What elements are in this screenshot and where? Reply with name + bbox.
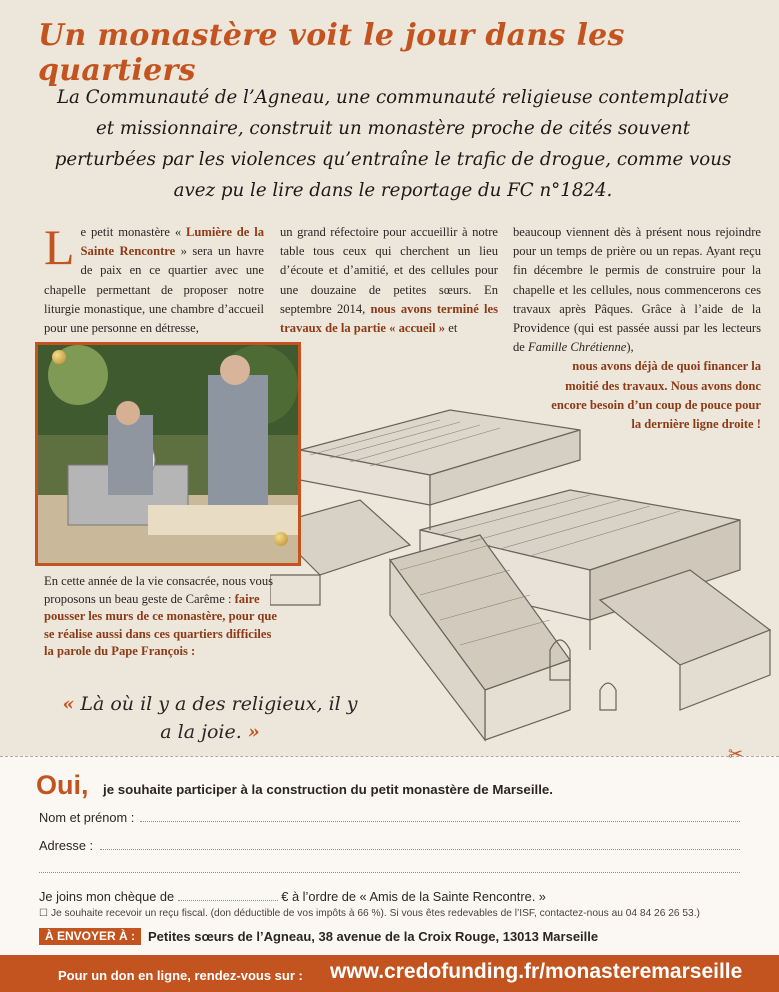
nuns-photo (35, 342, 301, 566)
address-field[interactable] (100, 848, 740, 850)
fiscal-receipt-checkbox[interactable]: ☐ Je souhaite recevoir un reçu fiscal. (don déductible de vos impôts à 66 %). Si vous êtes redevables de l’ISF, contactez-nous au 04 84 26 26 53.) (39, 908, 700, 919)
address-label: Adresse : (39, 838, 94, 853)
col2-highlight: nous avons terminé les travaux de la partie « accueil » (280, 301, 498, 336)
col1b-text: En cette année de la vie consacrée, nous vous proposons un beau geste de Carême : (44, 574, 274, 606)
col1-highlight: Lumière de la Sainte Rencontre (80, 225, 264, 259)
col2-text-b: et (445, 321, 458, 336)
scissors-icon: ✂ (728, 744, 744, 765)
col1b-highlight: faire pousser les murs de ce monastère, pour que se réalise aussi dans ces quartiers difficiles la parole du Pape François : (44, 591, 277, 659)
article-column-1-continued (44, 573, 279, 661)
footer-bar (0, 955, 779, 992)
article-title: Un monastère voit le jour dans les quartiers (38, 18, 625, 88)
photo-image (38, 345, 298, 563)
send-to-label: À ENVOYER À : (39, 928, 141, 945)
cheque-order: € à l’ordre de « Amis de la Sainte Rencontre. » (281, 889, 546, 904)
quote-text: Là où il y a des religieux, il y a la joie. (80, 693, 358, 743)
drop-cap: L (44, 219, 75, 275)
magazine-name: Famille Chrétienne (528, 340, 627, 355)
form-heading: je souhaite participer à la construction du petit monastère de Marseille. (103, 782, 553, 797)
pin-icon (274, 532, 288, 546)
col1-text-a: e petit monastère « (80, 225, 186, 239)
footer-label: Pour un don en ligne, rendez-vous sur : (58, 968, 303, 983)
article-intro: La Communauté de l’Agneau, une communauté religieuse contemplative et missionnaire, construit un monastère proche de cités souvent perturbées par les violences qu’entraîne le trafic de drogue, comme vous avez pu le lire dans le reportage du FC n°1824. (54, 87, 732, 201)
cheque-line (39, 889, 546, 904)
donation-url[interactable]: www.credofunding.fr/monasteremarseille (330, 960, 743, 983)
article-column-2 (280, 223, 498, 338)
address-field-line-2[interactable] (39, 871, 740, 873)
name-field[interactable] (140, 820, 740, 822)
article-column-1 (44, 219, 264, 338)
name-label: Nom et prénom : (39, 810, 135, 825)
quote-close: » (247, 721, 260, 743)
col3-text: beaucoup viennent dès à présent nous rejoindre pour un temps de prière ou un repas. Ayant reçu fin décembre le permis de construire pour la chapelle et les cellules, nous commencerons ces travaux après Pâques. Grâce à l’aide de la Providence (qui est passée aussi par les lecteurs de (513, 225, 761, 355)
send-to-address: Petites sœurs de l’Agneau, 38 avenue de la Croix Rouge, 13013 Marseille (148, 929, 599, 944)
pope-quote (60, 690, 360, 746)
col3-text-b: ), (626, 340, 634, 355)
col2-text: un grand réfectoire pour accueillir à notre table tous ceux qui cherchent un lieu d’écoute et d’amitié, et des cellules pour une douzaine de petites sœurs. En septembre 2014, (280, 225, 498, 316)
cheque-amount-field[interactable] (178, 900, 278, 901)
col1-text-b: » sera un havre de paix en ce quartier avec une chapelle permettant de proposer notre liturgie monastique, une chambre d’accueil pour une personne en détresse, (44, 244, 264, 336)
col3-highlight: nous avons déjà de quoi financer la moitié des travaux. Nous avons donc encore besoin d’un coup de pouce pour la dernière ligne droite ! (551, 359, 761, 432)
pin-icon (52, 350, 66, 364)
form-oui: Oui, (36, 770, 89, 800)
cheque-label: Je joins mon chèque de (39, 889, 175, 904)
quote-open: « (62, 693, 75, 715)
